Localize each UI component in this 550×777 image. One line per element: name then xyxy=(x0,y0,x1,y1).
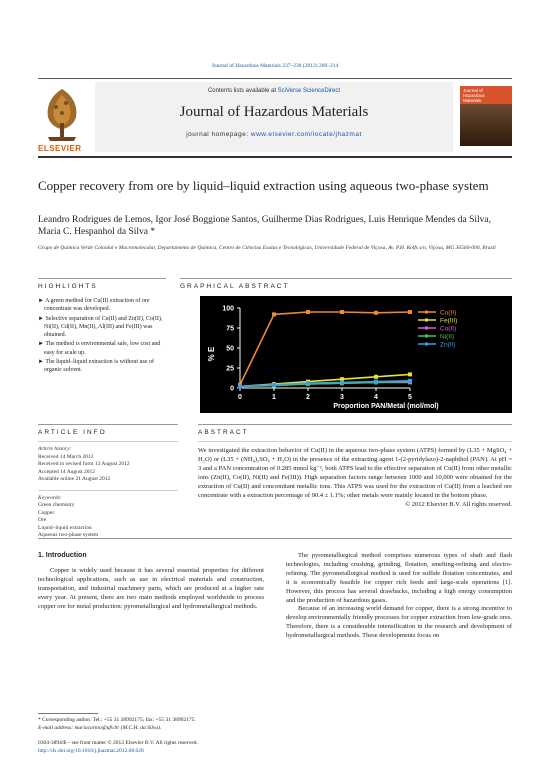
cover-image xyxy=(460,104,512,146)
legend-marker xyxy=(425,311,428,314)
journal-homepage xyxy=(95,131,453,138)
journal-reference[interactable]: Journal of Hazardous Materials 237–238 (2012) 209–214 xyxy=(211,63,339,69)
body-separator-rule xyxy=(38,538,512,539)
keyword: Green chemistry xyxy=(38,502,75,508)
corresponding-author-note: * Corresponding author. Tel.: +55 31 38992175; fax: +55 31 38992175. xyxy=(38,717,196,723)
article-authors: Leandro Rodrigues de Lemos, Igor José Boggione Santos, Guilherme Dias Rodrigues, Luis Henrique Mendes da Silva, Maria C. Hespanhol da Silva * xyxy=(38,215,492,237)
y-axis-label: % E xyxy=(207,346,216,362)
x-tick-label: 1 xyxy=(272,394,276,401)
keywords-label: Keywords: xyxy=(38,494,62,501)
highlights-list xyxy=(38,297,166,376)
keyword: Copper xyxy=(38,509,55,516)
intro-left-column xyxy=(38,567,264,612)
graphical-abstract-chart xyxy=(200,296,512,413)
legend-marker xyxy=(425,327,428,330)
y-tick-label: 0 xyxy=(230,385,234,393)
data-point xyxy=(306,310,310,314)
footnote-rule xyxy=(38,713,98,714)
masthead-bottom-rule xyxy=(38,156,512,158)
abstract-rule xyxy=(198,424,512,425)
data-point xyxy=(306,381,310,385)
intro-right-column xyxy=(286,552,512,641)
publisher-name: ELSEVIER xyxy=(38,144,82,153)
highlight-item: ► The liquid–liquid extraction is without use of organic solvent. xyxy=(38,359,154,374)
data-point xyxy=(374,380,378,384)
revised-date: Received in revised form 13 August 2012 xyxy=(38,461,130,467)
legend-marker xyxy=(425,335,428,338)
highlight-item: ► The method is environmental safe, low cost and easy for scale up. xyxy=(38,341,161,356)
keyword: Aqueous two-phase system xyxy=(38,532,99,538)
highlight-item: ► A green method for Cu(II) extraction of ore concentrate was developed. xyxy=(38,298,150,313)
introduction-heading: 1. Introduction xyxy=(38,552,87,559)
intro-paragraph: Because of an increasing world demand for copper, there is a strong incentive to develop environmentally friendly processes for copper extraction from low-grade ores. Therefore, there is a considerable intensification in the research and development of hydrometallurgical methods. These developments focus on xyxy=(286,605,512,640)
x-tick-label: 0 xyxy=(238,394,242,401)
legend-marker xyxy=(425,343,428,346)
abstract-copyright: © 2012 Elsevier B.V. All rights reserved. xyxy=(405,501,512,508)
contents-line xyxy=(95,88,453,94)
article-info-subrule xyxy=(38,441,178,442)
graphical-abstract-heading: GRAPHICAL ABSTRACT xyxy=(180,283,290,290)
data-point xyxy=(340,380,344,384)
highlights-rule xyxy=(38,278,166,279)
article-info-heading: ARTICLE INFO xyxy=(38,429,107,436)
x-tick-label: 3 xyxy=(340,394,344,401)
y-tick-label: 75 xyxy=(226,325,234,333)
highlights-heading: HIGHLIGHTS xyxy=(38,283,98,290)
x-axis-label: Proportion PAN/Metal (mol/mol) xyxy=(333,403,439,410)
data-point xyxy=(408,372,412,376)
footnotes xyxy=(38,717,264,732)
legend-marker xyxy=(425,319,428,322)
highlight-item: ► Selective separation of Cu(II) and Zn(II), Co(II), Ni(II), Cd(II), Mn(II), Al(III) and Fe(III) was obtained. xyxy=(38,315,163,339)
abstract-paragraph: We investigated the extraction behavior of Cu(II) in the aqueous two-phase system (ATPS) formed by (L35 + MgSO₄ + H₂O) or (L35 + (NH₄)₂SO₄ + H₂O) in the presence of the extracting agent 1-(2-pyridylazo)-2-naphthol (PAN). At pH = 3 and a PAN concentration of 0.285 mmol kg⁻¹, both ATPS lead to the effective separation of Cu(II) from other metallic ions (Zn(II), Co(II), Ni(II) and Fe(III)). High separation factors range between 1000 and 10,000 were obtained for the extraction of Cu(II) and concomitant metallic ions. This ATPS was used for the extraction of Cu(II) from a leached ore concentrate with a extraction percentage of 90.4 ± 1.1%; other metals were mainly located in the bottom phase. xyxy=(198,447,512,499)
legend-label: Co(II) xyxy=(440,325,457,333)
graphical-abstract-rule xyxy=(180,278,512,279)
legend-label: Ni(II) xyxy=(440,333,455,341)
history-label: Article history: xyxy=(38,446,72,452)
homepage-link[interactable]: www.elsevier.com/locate/jhazmat xyxy=(250,131,362,138)
article-title: Copper recovery from ore by liquid–liquid extraction using aqueous two-phase system xyxy=(38,178,489,193)
homepage-prefix: journal homepage: xyxy=(186,131,251,138)
chart-background xyxy=(200,296,512,413)
author-affiliation: Grupo de Química Verde Coloidal e Macromolecular, Departamento de Química, Centro de Ciências Exatas e Tecnológicas, Universidade Federal de Viçosa, Av. P.H. Rolfs s/n, Viçosa, MG 36560-000, Brazil xyxy=(38,245,496,251)
data-point xyxy=(272,383,276,387)
cover-title: Journal of Hazardous Materials xyxy=(463,88,485,103)
sciencedirect-link[interactable]: SciVerse ScienceDirect xyxy=(277,88,341,94)
masthead-top-rule xyxy=(38,78,512,79)
email-note[interactable]: E-mail address: mariacarmo@ufv.br (M.C.H. da Silva). xyxy=(38,724,162,731)
received-date: Received 14 March 2012 xyxy=(38,453,94,460)
intro-paragraph: Copper is widely used because it has several essential properties for different technological applications, such as use in electrical materials and construction, transportation, and industrial machinery parts, which are produced at a higher rate every year. At present, there are two main methods employed worldwide to process copper ore for metal production: pyrometallurgical and hydrometallurgical methods. xyxy=(38,567,264,610)
issn-line: 0304-3894/$ – see front matter © 2012 Elsevier B.V. All rights reserved. xyxy=(38,740,198,746)
online-date: Available online 21 August 2012 xyxy=(38,476,111,482)
keyword: Liquid–liquid extraction xyxy=(38,524,92,531)
accepted-date: Accepted 14 August 2012 xyxy=(38,468,95,475)
keywords-rule xyxy=(38,490,178,491)
extraction-chart xyxy=(200,296,512,413)
y-tick-label: 100 xyxy=(222,305,234,313)
legend-label: Fe(III) xyxy=(440,317,458,325)
contents-prefix: Contents lists available at xyxy=(207,88,278,94)
data-point xyxy=(340,310,344,314)
elsevier-logo xyxy=(38,85,86,147)
doi-link[interactable]: http://dx.doi.org/10.1016/j.jhazmat.2012.08.028 xyxy=(38,747,144,754)
data-point xyxy=(374,375,378,379)
legend-label: Zn(II) xyxy=(440,341,456,349)
data-point xyxy=(238,384,242,388)
data-point xyxy=(374,311,378,315)
legend-label: Cu(II) xyxy=(440,309,457,317)
article-info-rule xyxy=(38,424,178,425)
keyword: Ore xyxy=(38,517,47,523)
y-tick-label: 50 xyxy=(226,345,234,353)
data-point xyxy=(408,310,412,314)
intro-paragraph: The pyrometallurgical method comprises numerous types of shaft and flash technologies, including crushing, grinding, flotation, smelting-refining and electro-refining. The pyrometallurgical method is used for sulfide flotation concentrates, and it is economically feasible for copper rich feeds and large-scale operations [1]. However, this process has several drawbacks, including a high energy consumption and the production of hazardous gases. xyxy=(286,552,512,604)
journal-title: Journal of Hazardous Materials xyxy=(179,104,369,120)
data-point xyxy=(408,379,412,383)
x-tick-label: 5 xyxy=(408,394,412,401)
y-tick-label: 25 xyxy=(226,365,234,373)
abstract-subrule xyxy=(198,441,512,442)
journal-cover-thumbnail xyxy=(460,86,512,146)
abstract-body xyxy=(198,446,512,509)
x-tick-label: 2 xyxy=(306,394,310,401)
abstract-heading: ABSTRACT xyxy=(198,429,249,436)
front-matter xyxy=(38,740,264,755)
article-info xyxy=(38,446,178,540)
x-tick-label: 4 xyxy=(374,394,378,401)
data-point xyxy=(272,312,276,316)
